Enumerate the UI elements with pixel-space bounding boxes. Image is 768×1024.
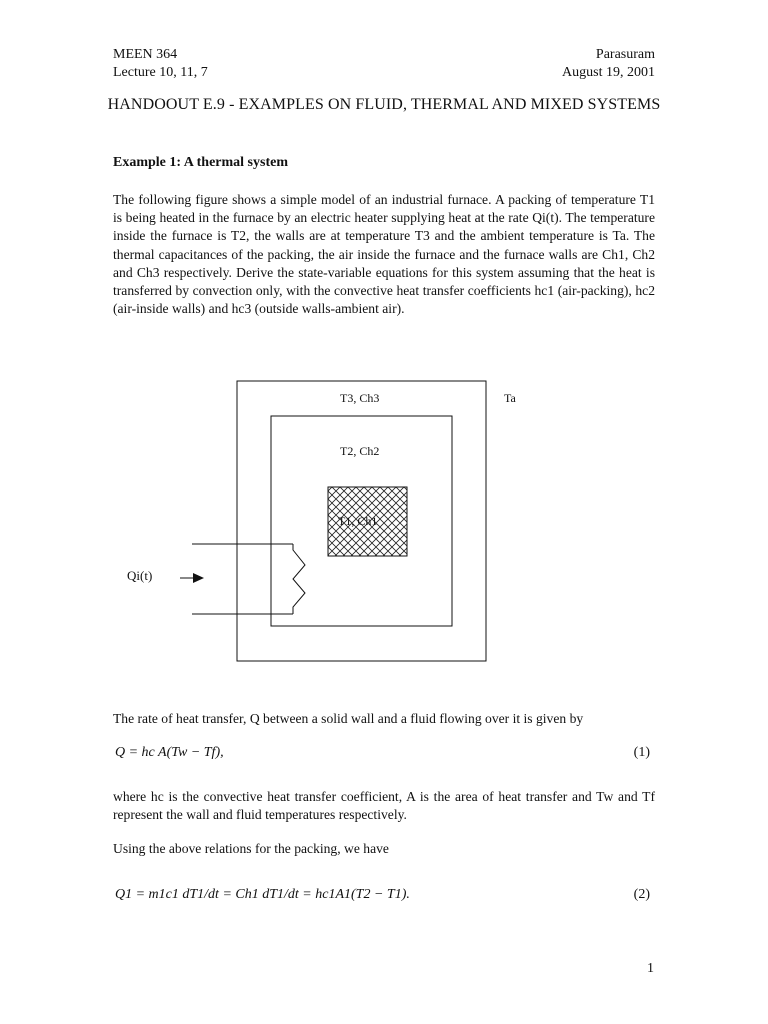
packing-label: T1, Ch1 — [338, 514, 378, 528]
heat-input-label: Qi(t) — [127, 568, 153, 583]
input-arrow-head — [193, 573, 204, 583]
equation-1: Q = hc A(Tw − Tf), — [115, 745, 224, 760]
rate-sentence: The rate of heat transfer, Q between a solid wall and a fluid flowing over it is given by — [113, 711, 584, 726]
document-date: August 19, 2001 — [562, 65, 655, 80]
intro-paragraph: The following figure shows a simple model of an industrial furnace. A packing of temperature T1 is being heated in the furnace by an electric heater supplying heat at the rate Qi(t). The temperature inside the furnace is T2, the walls are at temperature T3 and the ambient temperature is Ta. The thermal capacitances of the packing, the air inside the furnace and the furnace walls are Ch1, Ch2 and Ch3 respectively. Derive the state-variable equations for this system assuming that the heat is transferred by convection only, with the convective heat transfer coefficients hc1 (air-packing), hc2 (air-inside walls) and hc3 (outside walls-ambient air). — [113, 192, 655, 317]
page-number: 1 — [647, 961, 654, 976]
where-paragraph: where hc is the convective heat transfer coefficient, A is the area of heat transfer and Tw and Tf represent the wall and fluid temperatures respectively. — [113, 789, 655, 823]
page-title: HANDOOUT E.9 - EXAMPLES ON FLUID, THERMAL AND MIXED SYSTEMS — [107, 96, 661, 113]
ambient-label: Ta — [504, 391, 516, 405]
course-code: MEEN 364 — [113, 47, 178, 62]
equation-2-number: (2) — [633, 887, 650, 902]
example-heading: Example 1: A thermal system — [113, 155, 288, 170]
furnace-figure — [180, 375, 540, 665]
lecture-numbers: Lecture 10, 11, 7 — [113, 65, 208, 80]
author-name: Parasuram — [595, 47, 655, 62]
outer-wall-label: T3, Ch3 — [340, 391, 380, 405]
using-sentence: Using the above relations for the packing, we have — [113, 841, 389, 856]
equation-2: Q1 = m1c1 dT1/dt = Ch1 dT1/dt = hc1A1(T2 − T1). — [115, 887, 410, 902]
inner-air-label: T2, Ch2 — [340, 444, 380, 458]
equation-1-number: (1) — [633, 745, 650, 760]
heater-coil — [293, 544, 305, 614]
